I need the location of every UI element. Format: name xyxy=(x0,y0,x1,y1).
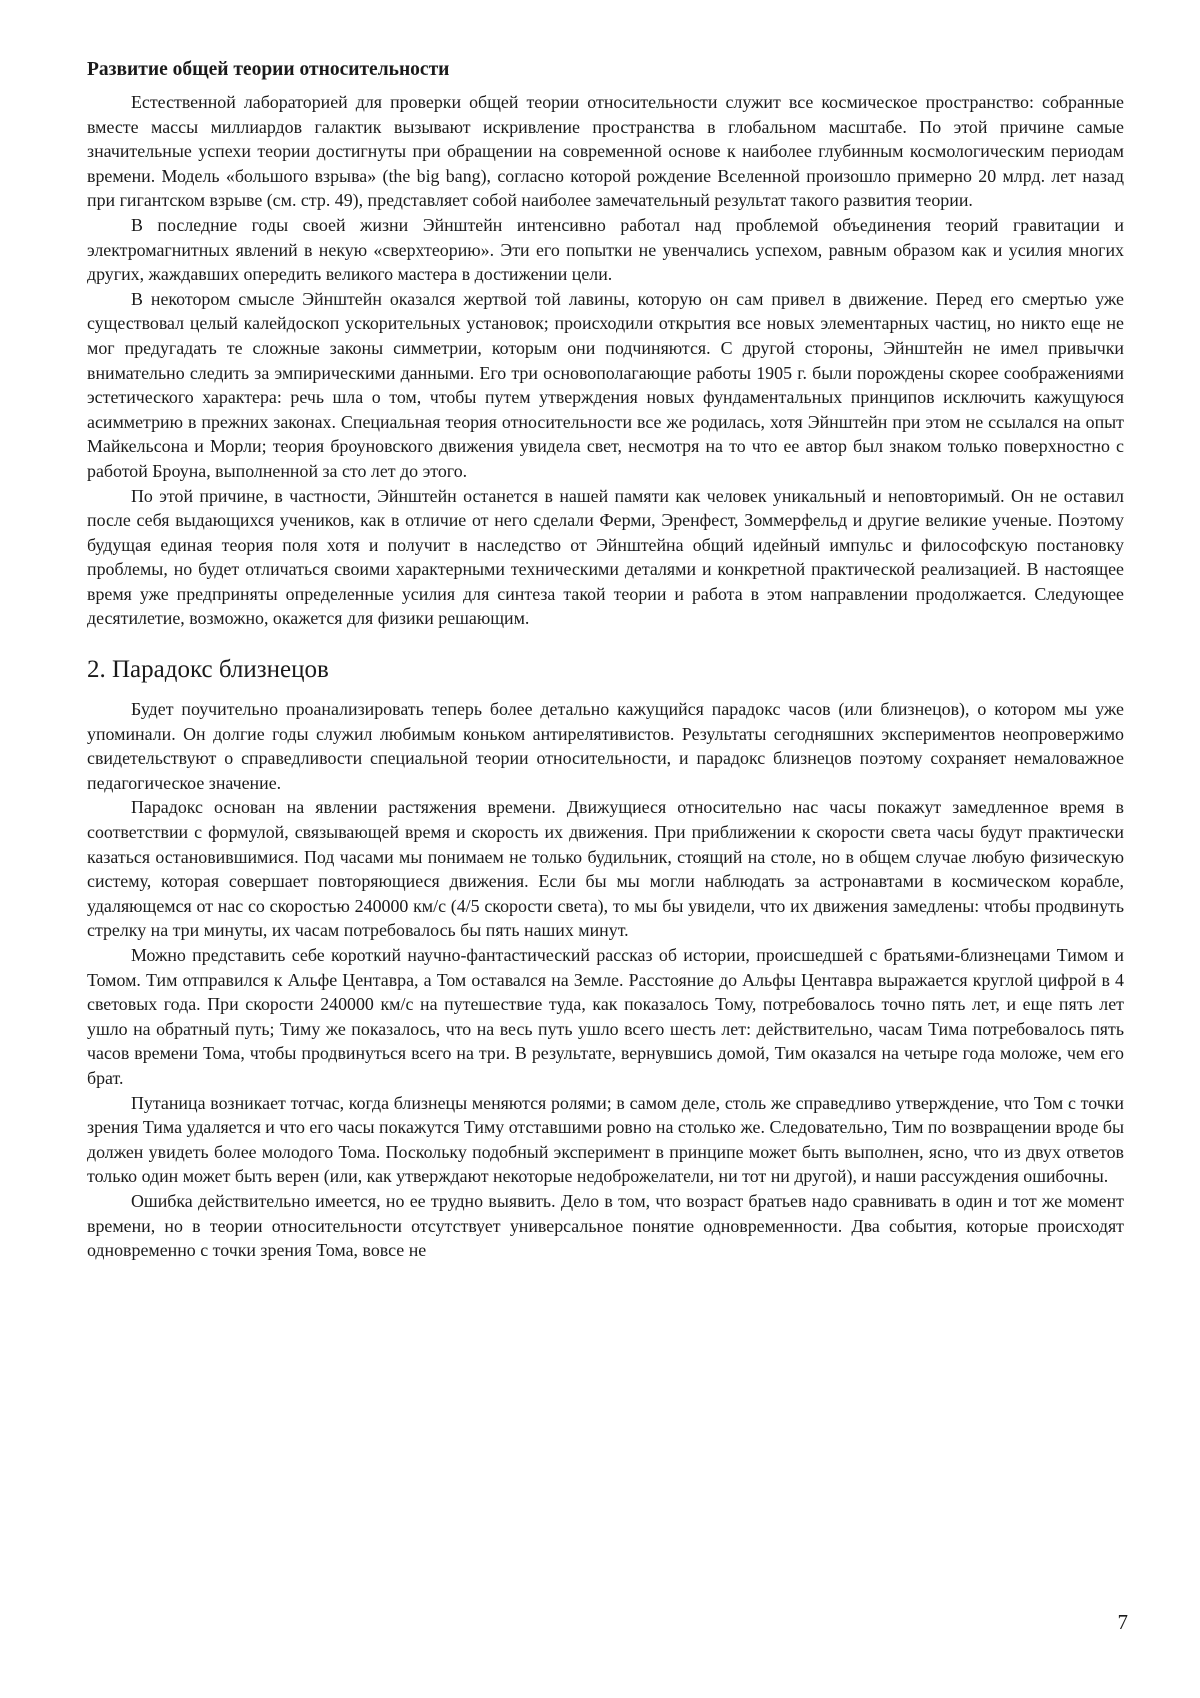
paragraph: Будет поучительно проанализировать теперь более детально кажущийся парадокс часов (или близнецов), о котором мы уже упоминали. Он долгие годы служил любимым коньком антирелятивистов. Результаты сегодняшних экспериментов неопровержимо свидетельствуют о справедливости специальной теории относительности, и парадокс близнецов поэтому сохраняет немаловажное педагогическое значение. xyxy=(87,699,1124,793)
paragraph: Путаница возникает тотчас, когда близнецы меняются ролями; в самом деле, столь же справедливо утверждение, что Том с точки зрения Тима удаляется и что его часы покажутся Тиму отставшими ровно на столько же. Следовательно, Тим по возвращении вроде бы должен увидеть более молодого Тома. Поскольку подобный эксперимент в принципе может быть выполнен, ясно, что из двух ответов только один может быть верен (или, как утверждают некоторые недоброжелатели, ни тот ни другой), и наши рассуждения ошибочны. xyxy=(87,1092,1124,1187)
paragraph: В некотором смысле Эйнштейн оказался жертвой той лавины, которую он сам привел в движение. Перед его смертью уже существовал целый калейдоскоп ускорительных установок; происходили открытия все новых элементарных частиц, но никто еще не мог предугадать те сложные законы симметрии, которым они подчиняются. С другой стороны, Эйнштейн не имел привычки внимательно следить за эмпирическими данными. Его три основополагающие работы 1905 г. были порождены скорее соображениями эстетического характера: речь шла о том, чтобы путем утверждения новых фундаментальных принципов исключить кажущуюся асимметрию в прежних законах. Специальная теория относительности все же родилась, хотя Эйнштейн при этом не ссылался на опыт Майкельсона и Морли; теория броуновского движения увидела свет, несмотря на то что ее автор был знаком только поверхностно с работой Броуна, выполненной за сто лет до этого. xyxy=(87,288,1124,481)
paragraph: Естественной лабораторией для проверки общей теории относительности служит все космическое пространство: собранные вместе массы миллиардов галактик вызывают искривление пространства в глобальном масштабе. По этой причине самые значительные успехи теории достигнуты при обращении на современной основе к наиболее глубинным космологическим периодам времени. Модель «большого взрыва» (the big bang), согласно которой рождение Вселенной произошло примерно 20 млрд. лет назад при гигантском взрыве (см. стр. 49), представляет собой наиболее замечательный результат такого развития теории. xyxy=(87,92,1124,211)
paragraph: Парадокс основан на явлении растяжения времени. Движущиеся относительно нас часы покажут замедленное время в соответствии с формулой, связывающей время и скорость их движения. При приближении к скорости света часы будут практически казаться остановившимися. Под часами мы понимаем не только будильник, стоящий на столе, но в общем случае любую физическую систему, которая совершает повторяющиеся движения. Если бы мы могли наблюдать за астронавтами в космическом корабле, удаляющемся от нас со скоростью 240000 км/с (4/5 скорости света), то мы бы увидели, что их движения замедлены: чтобы продвинуть стрелку на три минуты, их часам потребовалось бы пять наших минут. xyxy=(87,797,1124,941)
section-heading: Развитие общей теории относительности xyxy=(87,59,450,80)
paragraph: В последние годы своей жизни Эйнштейн интенсивно работал над проблемой объединения теорий гравитации и электромагнитных явлений в некую «сверхтеорию». Эти его попытки не увенчались успехом, равным образом как и усилия многих других, жаждавших опередить великого мастера в достижении цели. xyxy=(87,214,1124,285)
chapter-heading: 2. Парадокс близнецов xyxy=(87,656,329,684)
page-content xyxy=(87,58,1124,1263)
paragraph: Ошибка действительно имеется, но ее трудно выявить. Дело в том, что возраст братьев надо сравнивать в один и тот же момент времени, но в теории относительности отсутствует универсальное понятие одновременности. Два события, которые происходят одновременно с точки зрения Тома, вовсе не xyxy=(87,1190,1124,1261)
paragraph: По этой причине, в частности, Эйнштейн останется в нашей памяти как человек уникальный и неповторимый. Он не оставил после себя выдающихся учеников, как в отличие от него сделали Ферми, Эренфест, Зоммерфельд и другие великие ученые. Поэтому будущая единая теория поля хотя и получит в наследство от Эйнштейна общий идейный импульс и философскую постановку проблемы, но будет отличаться своими характерными техническими деталями и конкретной практической реализацией. В настоящее время уже предприняты определенные усилия для синтеза такой теории и работа в этом направлении продолжается. Следующее десятилетие, возможно, окажется для физики решающим. xyxy=(87,485,1124,629)
page-number: 7 xyxy=(1117,1610,1128,1634)
paragraph: Можно представить себе короткий научно-фантастический рассказ об истории, происшедшей с братьями-близнецами Тимом и Томом. Тим отправился к Альфе Центавра, а Том оставался на Земле. Расстояние до Альфы Центавра выражается круглой цифрой в 4 световых года. При скорости 240000 км/с на путешествие туда, как показалось Тому, потребовалось точно пять лет, и еще пять лет ушло на обратный путь; Тиму же показалось, что на весь путь ушло всего шесть лет: действительно, часам Тима потребовалось пять часов времени Тома, чтобы продвинуться всего на три. В результате, вернувшись домой, Тим оказался на четыре года моложе, чем его брат. xyxy=(87,945,1124,1088)
